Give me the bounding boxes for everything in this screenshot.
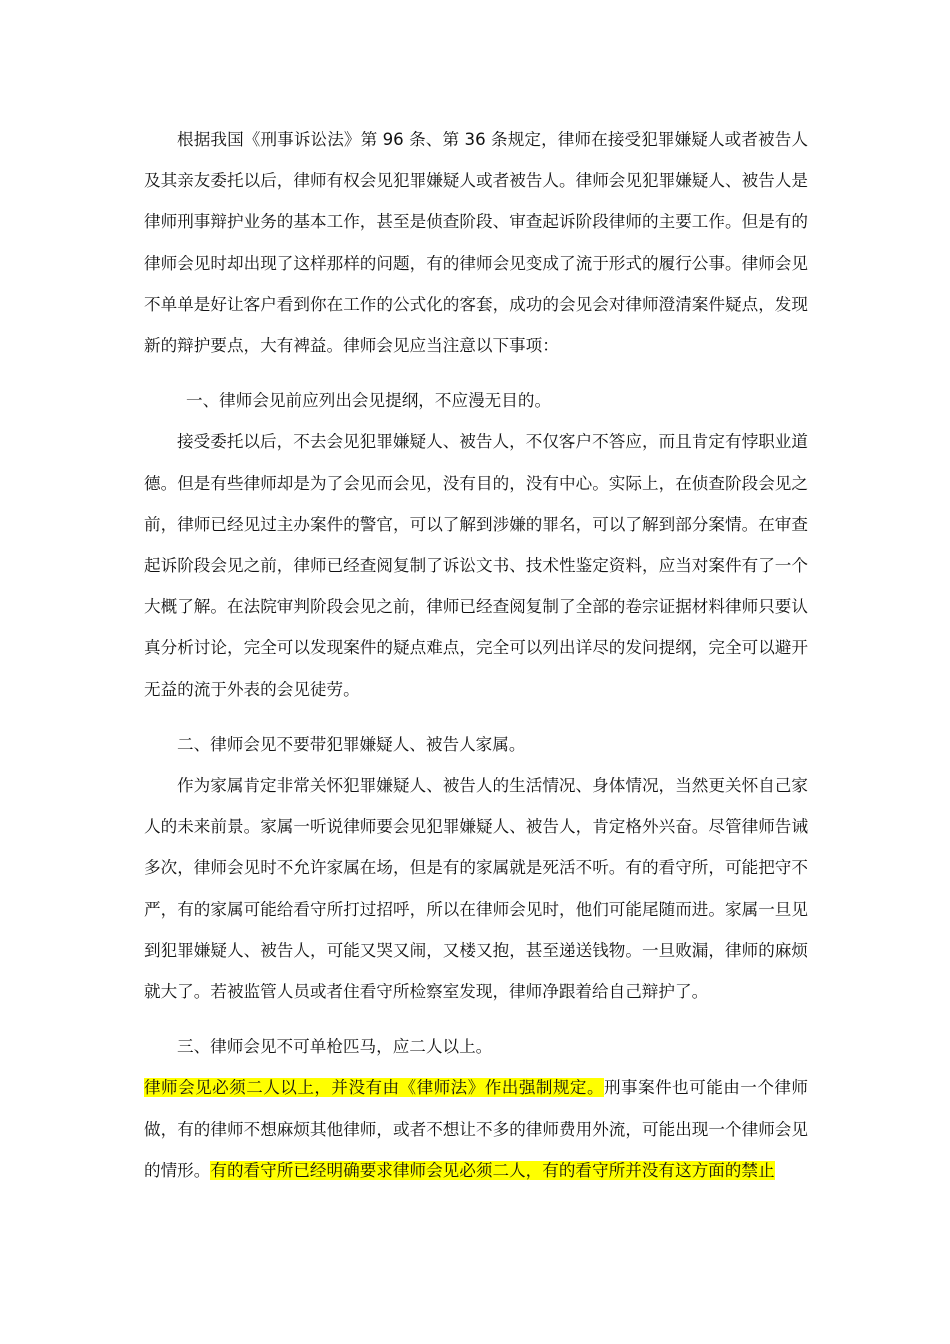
section-1-body: 接受委托以后，不去会见犯罪嫌疑人、被告人，不仅客户不答应，而且肯定有悖职业道德。但是有些律师却是为了会见而会见，没有目的，没有中心。实际上，在侦查阶段会见之前，律师已经见过主办案件的警官，可以了解到涉嫌的罪名，可以了解到部分案情。在审查起诉阶段会见之前，律师已经查阅复制了诉讼文书、技术性鉴定资料，应当对案件有了一个大概了解。在法院审判阶段会见之前，律师已经查阅复制了全部的卷宗证据材料律师只要认真分析讨论，完全可以发现案件的疑点难点，完全可以列出详尽的发问提纲，完全可以避开无益的流于外表的会见徒劳。 (144, 432, 808, 699)
section-2-heading: 二、律师会见不要带犯罪嫌疑人、被告人家属。 (177, 734, 526, 754)
intro-paragraph: 根据我国《刑事诉讼法》第 96 条、第 36 条规定，律师在接受犯罪嫌疑人或者被告人及其亲友委托以后，律师有权会见犯罪嫌疑人或者被告人。律师会见犯罪嫌疑人、被告人是律师刑事辩护业务的基本工作，甚至是侦查阶段、审查起诉阶段律师的主要工作。但是有的律师会见时却出现了这样那样的问题，有的律师会见变成了流于形式的履行公事。律师会见不单单是好让客户看到你在工作的公式化的客套，成功的会见会对律师澄清案件疑点，发现新的辩护要点，大有裨益。律师会见应当注意以下事项： (144, 130, 808, 356)
highlighted-text-1: 律师会见必须二人以上，并没有由《律师法》作出强制规定。 (144, 1078, 604, 1098)
section-3-body-text: 刑事案件也可能由一个律师做，有的律师不想麻烦其他律师，或者不想让不多的律师费用外流，可能出现一个律师会见的情形。 (144, 1078, 809, 1180)
section-3-heading: 三、律师会见不可单枪匹马，应二人以上。 (177, 1037, 493, 1057)
section-3-body (144, 1067, 808, 1191)
section-1-heading: 一、律师会见前应列出会见提纲，不应漫无目的。 (186, 391, 552, 411)
highlighted-text-2: 有的看守所已经明确要求律师会见必须二人，有的看守所并没有这方面的禁止 (210, 1160, 775, 1180)
document-body (144, 119, 808, 1191)
section-2-body: 作为家属肯定非常关怀犯罪嫌疑人、被告人的生活情况、身体情况，当然更关怀自己家人的未来前景。家属一听说律师要会见犯罪嫌疑人、被告人，肯定格外兴奋。尽管律师告诫多次，律师会见时不允许家属在场，但是有的家属就是死活不听。有的看守所，可能把守不严，有的家属可能给看守所打过招呼，所以在律师会见时，他们可能尾随而进。家属一旦见到犯罪嫌疑人、被告人，可能又哭又闹，又楼又抱，甚至递送钱物。一旦败漏，律师的麻烦就大了。若被监管人员或者住看守所检察室发现，律师净跟着给自己辩护了。 (144, 776, 808, 1002)
